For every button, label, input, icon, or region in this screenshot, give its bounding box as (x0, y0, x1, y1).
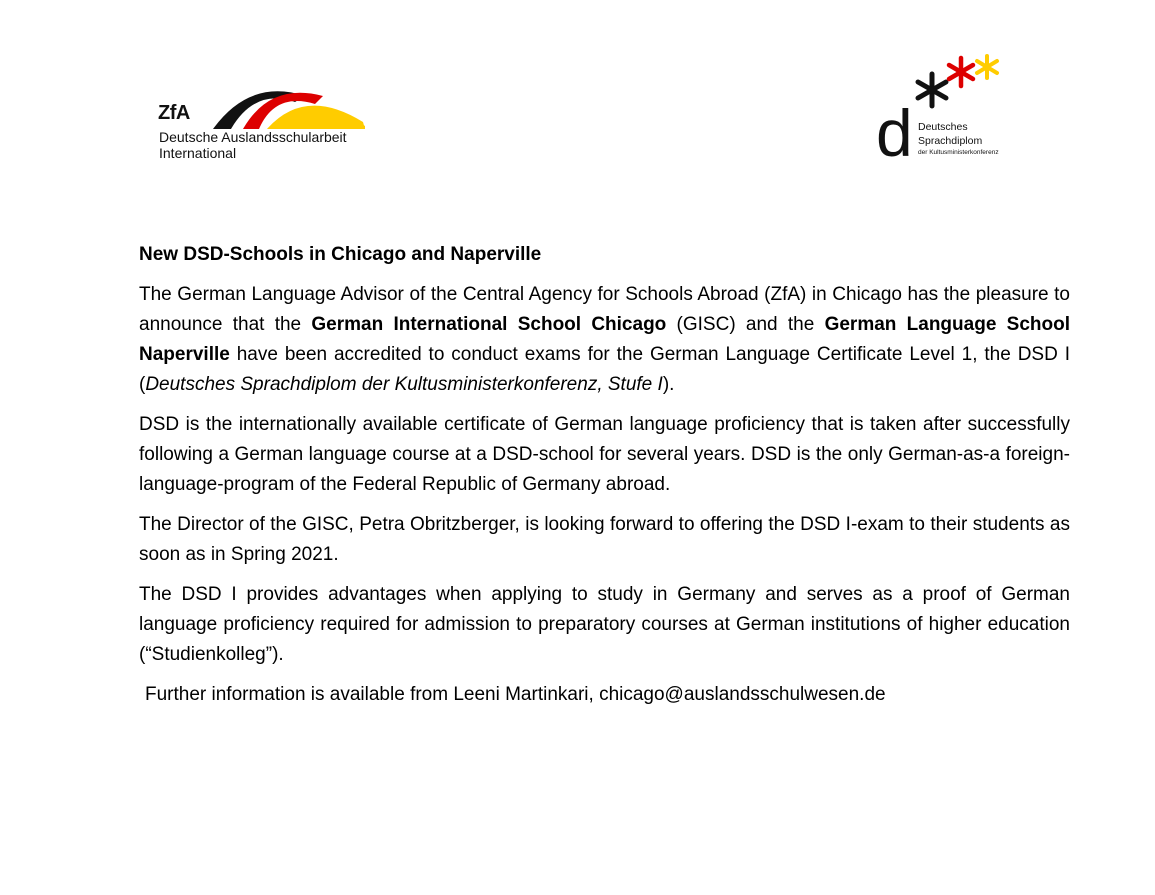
zfa-name-line1: Deutsche Auslandsschularbeit (159, 129, 347, 145)
dsd-name-line3: der Kultusministerkonferenz (918, 149, 999, 156)
p1-text-3: have been accredited to conduct exams for the German Language Certificate Level 1, the DSD I ( (139, 344, 1070, 395)
p1-text-4: ). (662, 374, 675, 395)
paragraph-director: The Director of the GISC, Petra Obritzberger, is looking forward to offering the DSD I-exam to their students as soon as in Spring 2021. (139, 514, 1070, 565)
paragraph-dsd-description: DSD is the internationally available certificate of German language proficiency that is taken after successfully following a German language course at a DSD-school for several years. DSD is the only German-as-a foreign-language-program of the Federal Republic of Germany abroad. (139, 414, 1070, 495)
zfa-abbreviation: ZfA (158, 102, 190, 124)
article-heading: New DSD-Schools in Chicago and Naperville (139, 244, 542, 265)
p1-school-naperville: German Language School Naperville (139, 314, 1070, 365)
svg-text:d: d (876, 96, 913, 162)
p1-dsd-full-name: Deutsches Sprachdiplom der Kultusministerkonferenz, Stufe I (145, 374, 663, 395)
dsd-logo (876, 52, 1036, 162)
p1-text-1: The German Language Advisor of the Central Agency for Schools Abroad (ZfA) in Chicago has the pleasure to announce that the (139, 284, 1070, 335)
paragraph-contact: Further information is available from Leeni Martinkari, chicago@auslandsschulwesen.de (145, 684, 886, 705)
dsd-name-line2: Sprachdiplom (918, 135, 983, 147)
p1-text-2: (GISC) and the (666, 314, 825, 335)
p1-school-chicago: German International School Chicago (311, 314, 667, 335)
zfa-logo (155, 80, 375, 170)
zfa-name-line2: International (159, 145, 237, 161)
dsd-name-line1: Deutsches (918, 121, 968, 133)
paragraph-advantages: The DSD I provides advantages when applying to study in Germany and serves as a proof of German language proficiency required for admission to preparatory courses at German institutions of higher education (“Studienkolleg”). (139, 584, 1070, 665)
article (139, 240, 1070, 720)
paragraph-announcement (139, 280, 1070, 400)
